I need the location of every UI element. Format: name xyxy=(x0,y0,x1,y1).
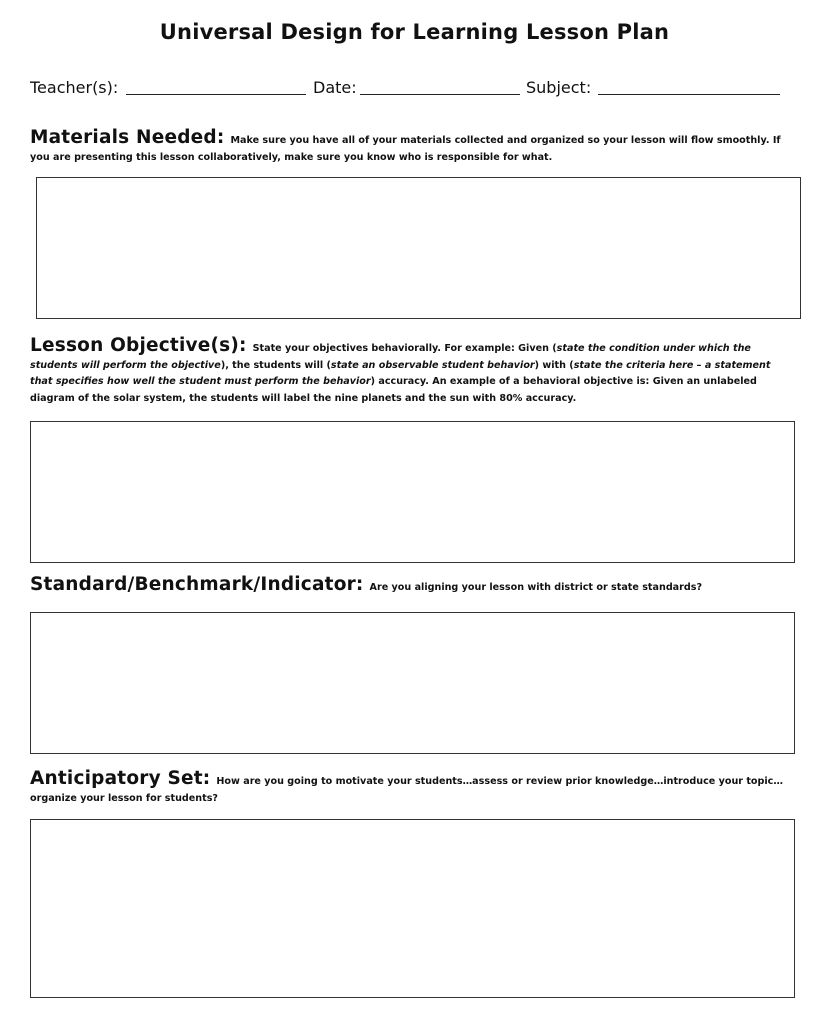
anticipatory-heading: Anticipatory Set: xyxy=(30,768,211,789)
subject-field[interactable] xyxy=(598,94,780,95)
anticipatory-description: How are you going to motivate your students…assess or review prior knowledge…introduce your topic…organize your lesson for students? xyxy=(30,776,783,804)
materials-input-box[interactable] xyxy=(36,177,801,319)
objectives-section xyxy=(30,335,790,407)
anticipatory-section xyxy=(30,768,790,807)
objectives-desc-6: state the criteria here – a statement that specifies how well the student must perform the behavior xyxy=(30,359,771,387)
subject-label: Subject: xyxy=(526,78,592,97)
page-title: Universal Design for Learning Lesson Plan xyxy=(159,20,670,44)
info-row xyxy=(30,78,800,100)
objectives-desc-5: ) with ( xyxy=(534,359,574,371)
materials-heading: Materials Needed: xyxy=(30,127,225,148)
teacher-label: Teacher(s): xyxy=(30,78,119,97)
objectives-desc-1: State your objectives behaviorally. For example: Given ( xyxy=(252,343,557,354)
objectives-desc-4: state an observable student behavior xyxy=(330,359,535,371)
standard-section xyxy=(30,574,790,597)
objectives-desc-3: ), the students will ( xyxy=(220,359,331,371)
teacher-field[interactable] xyxy=(126,94,306,95)
objectives-desc-2: state the condition under which the students will perform the objective xyxy=(30,343,751,371)
materials-section xyxy=(30,127,790,166)
anticipatory-input-box[interactable] xyxy=(30,819,795,998)
materials-description: Make sure you have all of your materials collected and organized so your lesson will flow smoothly. If you are presenting this lesson collaboratively, make sure you know who is responsible for what. xyxy=(30,135,781,163)
objectives-heading: Lesson Objective(s): xyxy=(30,335,247,356)
date-label: Date: xyxy=(313,78,357,97)
standard-input-box[interactable] xyxy=(30,612,795,754)
date-field[interactable] xyxy=(360,94,520,95)
standard-heading: Standard/Benchmark/Indicator: xyxy=(30,574,364,595)
objectives-input-box[interactable] xyxy=(30,421,795,563)
objectives-desc-7: ) accuracy. An example of a behavioral objective is: Given an unlabeled diagram of the solar system, the students will label the nine planets and the sun with 80% accuracy. xyxy=(30,376,757,404)
standard-description: Are you aligning your lesson with district or state standards? xyxy=(369,582,703,593)
